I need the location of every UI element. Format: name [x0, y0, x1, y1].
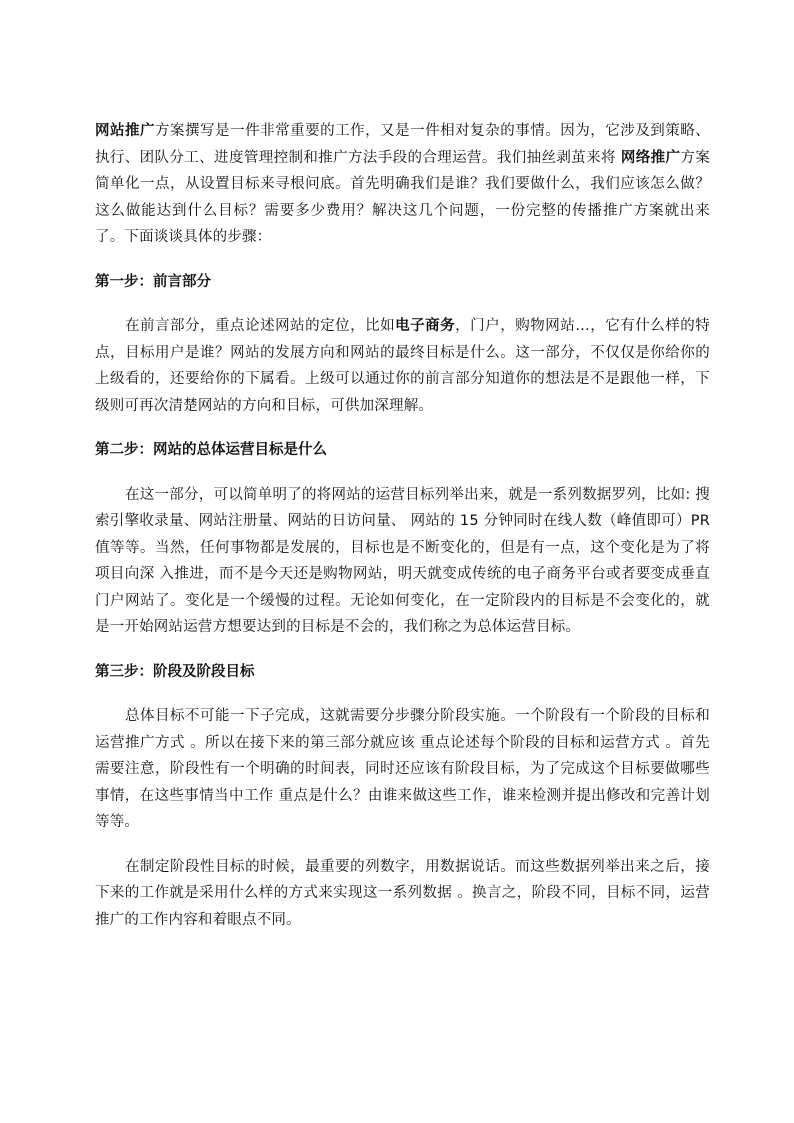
- step-1-heading: 第一步：前言部分: [95, 273, 211, 290]
- document-page: [95, 118, 710, 933]
- paragraph-gap: [95, 836, 710, 854]
- step-1-text-post: ，门户，购物网站…，它有什么样的特点，目标用户是谁？网站的发展方向和网站的最终目标是什么。这一部分，不仅仅是你给你的上级看的，还要给你的下属看。上级可以通过你的前言部分知道你的想法是不是跟他一样，下级则可再次清楚网站的方向和目标，可供加深理解。: [95, 318, 710, 414]
- step-2-paragraph: 在这一部分，可以简单明了的将网站的运营目标列举出来，就是一系列数据罗列，比如: 搜索引擎收录量、网站注册量、网站的日访问量、 网站的 15 分钟同时在线人数（峰值即可）PR 值等等。当然，任何事物都是发展的，目标也是不断变化的，但是有一点，这个变化是为了将项目向深 入推进，而不是今天还是购物网站，明天就变成传统的电子商务平台或者要变成垂直门户网站了。变化是一个缓慢的过程。无论如何变化，在一定阶段内的目标是不会变化的，就是一开始网站运营方想要达到的目标是不会的，我们称之为总体运营目标。: [95, 486, 710, 635]
- intro-text-2: 方案简单化一点，从设置目标来寻根问底。首先明确我们是谁？我们要做什么，我们应该怎么做？这么做能达到什么目标？需要多少费用？解决这几个问题，一份完整的传播推广方案就出来了。下面谈谈具体的步骤：: [95, 149, 710, 245]
- keyword-website-promotion: 网站推广: [95, 123, 156, 139]
- step-2-heading: 第二步：网站的总体运营目标是什么: [95, 442, 327, 458]
- keyword-ecommerce: 电子商务: [395, 318, 456, 334]
- step-3-paragraph-1: 总体目标不可能一下子完成，这就需要分步骤分阶段实施。一个阶段有一个阶段的目标和运营推广方式 。所以在接下来的第三部分就应该 重点论述每个阶段的目标和运营方式 。首先需要注意，阶段性有一个明确的时间表，同时还应该有阶段目标，为了完成这个目标要做哪些事情，在这些事情当中工作 重点是什么？由谁来做这些工作，谁来检测并提出修改和完善计划等等。: [95, 708, 710, 830]
- step-3-paragraph-2: 在制定阶段性目标的时候，最重要的列数字，用数据说话。而这些数据列举出来之后，接下来的工作就是采用什么样的方式来实现这一系列数据 。换言之，阶段不同，目标不同，运营推广的工作内容和着眼点不同。: [95, 858, 710, 928]
- step-3-heading: 第三步：阶段及阶段目标: [95, 663, 255, 680]
- step-1-text-pre: 在前言部分，重点论述网站的定位，比如: [125, 318, 396, 334]
- intro-paragraph: [95, 118, 710, 251]
- step-1-paragraph: [95, 313, 710, 419]
- keyword-network-promotion: 网络推广: [620, 149, 681, 166]
- intro-text-1: 方案撰写是一件非常重要的工作，又是一件相对复杂的事情。因为，它涉及到策略、执行、团队分工、进度管理控制和推广方法手段的合理运营。我们抽丝剥茧来将: [95, 123, 710, 166]
